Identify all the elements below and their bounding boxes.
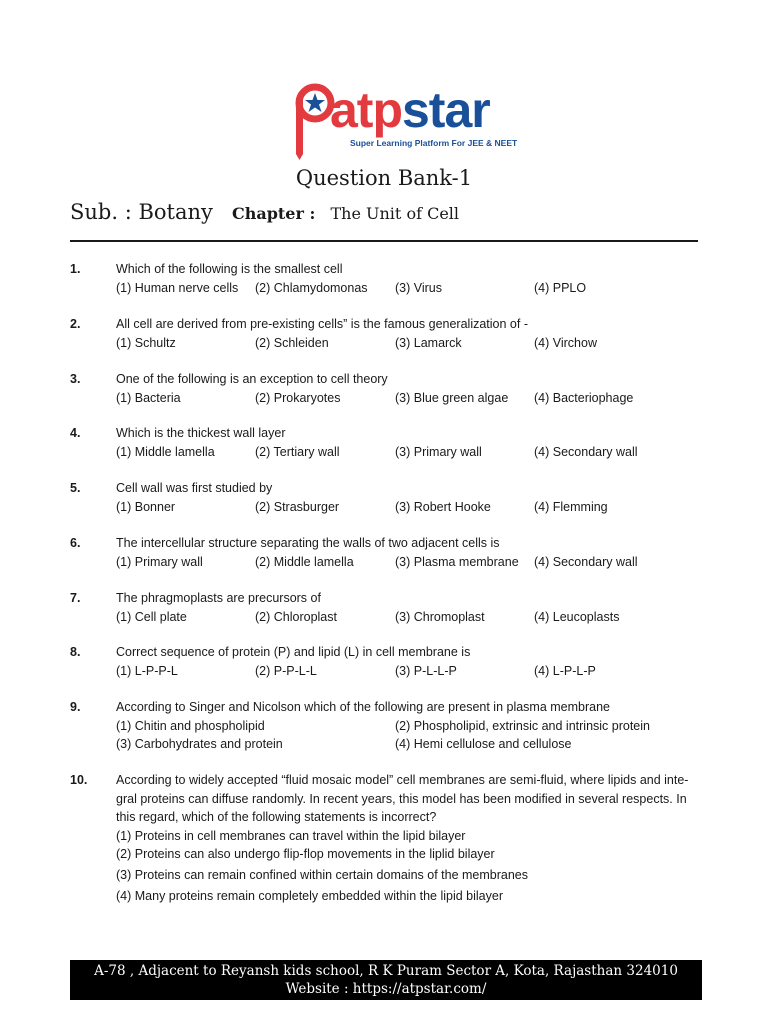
option: (1) Middle lamella <box>116 444 215 459</box>
option: (2) Tertiary wall <box>255 444 340 459</box>
option: (1) Schultz <box>116 335 176 350</box>
question-item <box>70 643 710 680</box>
option: (4) Virchow <box>534 335 597 350</box>
question-number: 4. <box>70 426 81 440</box>
logo-wordmark: atpstar <box>330 82 490 138</box>
atpstar-logo <box>288 80 518 162</box>
option: (4) Many proteins remain completely embedded within the lipid bilayer <box>116 889 503 903</box>
logo-tagline: Super Learning Platform For JEE & NEET <box>350 138 518 148</box>
footer-website: Website : https://atpstar.com/ <box>285 981 487 997</box>
question-item <box>70 698 710 754</box>
question-options <box>116 498 710 517</box>
footer-address: A-78 , Adjacent to Reyansh kids school, R K Puram Sector A, Kota, Rajasthan 324010 <box>94 963 678 979</box>
question-number: 8. <box>70 645 81 659</box>
question-options <box>116 662 710 681</box>
option: (1) Human nerve cells <box>116 280 239 295</box>
option: (2) Proteins can also undergo flip-flop movements in the liplid bilayer <box>116 847 495 861</box>
question-number: 2. <box>70 317 81 331</box>
question-item <box>70 479 710 516</box>
option: (3) Carbohydrates and protein <box>116 737 283 751</box>
question-text: Which is the thickest wall layer <box>116 426 286 440</box>
header-divider <box>70 240 698 242</box>
question-options <box>116 389 710 408</box>
option: (2) Schleiden <box>255 335 329 350</box>
question-number: 6. <box>70 536 81 550</box>
chapter-name: The Unit of Cell <box>330 204 460 223</box>
option: (1) Cell plate <box>116 609 187 624</box>
option: (1) Primary wall <box>116 554 203 569</box>
question-item <box>70 534 710 571</box>
question-item <box>70 260 710 297</box>
question-text: One of the following is an exception to cell theory <box>116 372 388 386</box>
option: (2) P-P-L-L <box>255 663 317 678</box>
question-text: Which of the following is the smallest cell <box>116 262 343 276</box>
question-options <box>116 279 710 298</box>
option: (3) P-L-L-P <box>395 663 457 678</box>
option: (4) Secondary wall <box>534 444 638 459</box>
page-title: Question Bank-1 <box>295 166 473 190</box>
question-number: 10. <box>70 773 88 787</box>
option: (4) Leucoplasts <box>534 609 620 624</box>
question-options <box>116 735 710 754</box>
option: (3) Robert Hooke <box>395 499 491 514</box>
question-text: The intercellular structure separating the walls of two adjacent cells is <box>116 536 500 550</box>
option: (2) Prokaryotes <box>255 390 341 405</box>
question-number: 1. <box>70 262 81 276</box>
question-options <box>116 717 710 736</box>
footer-bar <box>70 960 702 1000</box>
question-number: 5. <box>70 481 81 495</box>
question-text: All cell are derived from pre-existing cells” is the famous generalization of - <box>116 317 528 331</box>
option: (3) Chromoplast <box>395 609 485 624</box>
option: (2) Middle lamella <box>255 554 354 569</box>
question-text: The phragmoplasts are precursors of <box>116 591 321 605</box>
question-text-line: According to widely accepted “fluid mosaic model” cell membranes are semi-fluid, where lipids and inte- <box>116 773 689 787</box>
question-text: According to Singer and Nicolson which of the following are present in plasma membrane <box>116 700 611 714</box>
question-text: Correct sequence of protein (P) and lipid (L) in cell membrane is <box>116 645 471 659</box>
option: (2) Chloroplast <box>255 609 337 624</box>
option: (1) Bonner <box>116 499 176 514</box>
option: (1) Proteins in cell membranes can travel within the lipid bilayer <box>116 828 466 843</box>
option: (2) Chlamydomonas <box>255 280 368 295</box>
question-item <box>70 424 710 461</box>
option: (3) Proteins can remain confined within certain domains of the membranes <box>116 867 529 882</box>
question-options <box>116 553 710 572</box>
chapter-label: Chapter : <box>231 204 316 223</box>
option: (3) Virus <box>395 280 443 295</box>
subject-label: Sub. : Botany <box>70 200 213 224</box>
question-item <box>70 589 710 626</box>
option: (3) Plasma membrane <box>395 554 519 569</box>
question-text-line: this regard, which of the following statements is incorrect? <box>116 810 437 824</box>
question-item <box>70 315 710 352</box>
option: (4) Secondary wall <box>534 554 638 569</box>
option: (4) L-P-L-P <box>534 663 596 678</box>
option: (3) Primary wall <box>395 444 482 459</box>
question-options <box>116 334 710 353</box>
option: (2) Phospholipid, extrinsic and intrinsic protein <box>395 718 650 733</box>
subject-line <box>70 200 459 224</box>
question-text-line: gral proteins can diffuse randomly. In recent years, this model has been modified in several respects. In <box>116 791 687 806</box>
option: (1) Chitin and phospholipid <box>116 718 265 733</box>
option: (3) Blue green algae <box>395 390 509 405</box>
question-options <box>116 608 710 627</box>
question-number: 3. <box>70 372 81 386</box>
question-item <box>70 370 710 407</box>
option: (4) Bacteriophage <box>534 390 634 405</box>
question-number: 7. <box>70 591 81 605</box>
option: (2) Strasburger <box>255 499 340 514</box>
question-number: 9. <box>70 700 81 714</box>
option: (3) Lamarck <box>395 335 462 350</box>
option: (4) PPLO <box>534 280 587 295</box>
question-item <box>70 771 710 906</box>
option: (1) L-P-P-L <box>116 663 178 678</box>
question-text: Cell wall was first studied by <box>116 481 273 495</box>
option: (4) Flemming <box>534 499 608 514</box>
option: (1) Bacteria <box>116 390 181 405</box>
option: (4) Hemi cellulose and cellulose <box>395 737 572 751</box>
question-options <box>116 443 710 462</box>
